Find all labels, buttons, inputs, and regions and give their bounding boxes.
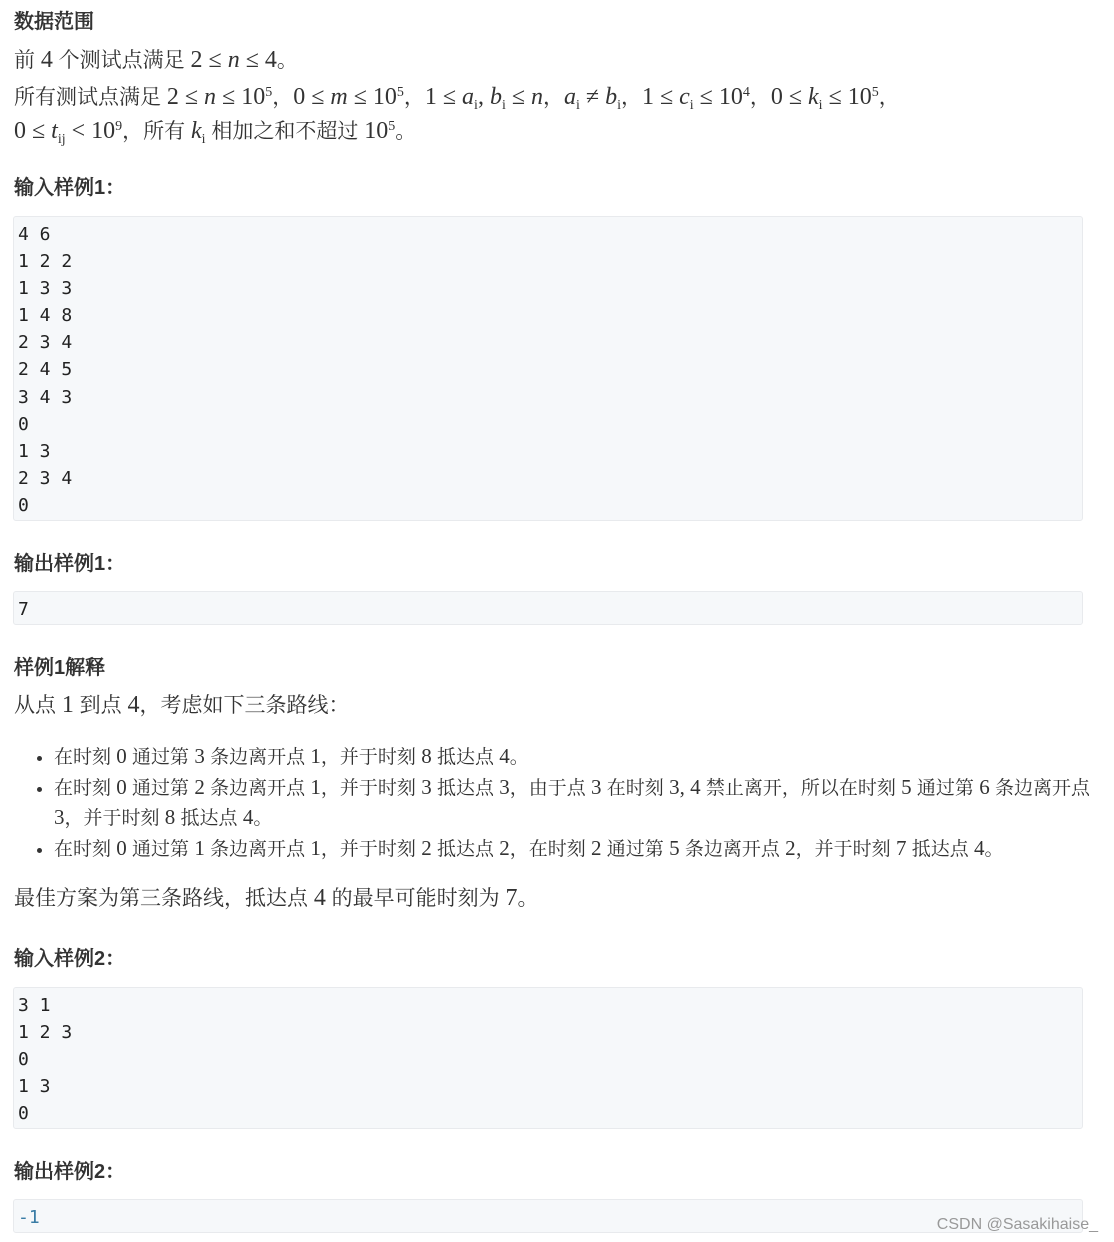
math-segment: b xyxy=(605,84,618,110)
text-segment: 通过第 xyxy=(126,747,195,768)
math-segment: ≤ 10 xyxy=(216,84,266,110)
text-segment: ，所有 xyxy=(122,120,192,143)
math-segment: 0 xyxy=(116,744,127,768)
code-line: 1 4 8 xyxy=(18,305,73,327)
text-segment: 抵达点 xyxy=(175,808,243,829)
math-segment: 2 xyxy=(591,835,602,860)
math-segment: m xyxy=(330,84,348,110)
math-segment: 5 xyxy=(901,774,912,799)
math-segment: 5 xyxy=(396,85,404,100)
text-segment: 通过第 xyxy=(126,838,195,860)
math-segment: i xyxy=(576,98,580,114)
math-segment: 1 xyxy=(61,692,74,718)
math-segment: i xyxy=(818,98,823,114)
math-segment: n xyxy=(227,47,240,73)
code-line: 2 3 4 xyxy=(18,467,73,489)
math-segment: 7 xyxy=(505,885,518,911)
math-segment: ≤ 10 xyxy=(347,84,397,110)
text-segment: ，在时刻 xyxy=(509,838,592,860)
math-segment: 1 ≤ xyxy=(424,84,463,110)
watermark: CSDN @Sasakihaise_ xyxy=(936,1216,1098,1233)
math-segment: a xyxy=(564,84,576,110)
math-segment: i xyxy=(201,132,206,148)
math-segment: 4 xyxy=(499,744,510,768)
math-segment: c xyxy=(679,84,690,110)
math-segment: 0 ≤ xyxy=(293,84,331,110)
text-segment: 条边离开点 xyxy=(204,838,311,860)
math-segment: 4 xyxy=(742,85,750,100)
text-segment: 条边离开点 xyxy=(989,777,1090,799)
text-segment: 从点 xyxy=(14,694,62,717)
text-segment: 前 xyxy=(14,49,41,72)
math-segment: ≤ 4 xyxy=(239,47,277,73)
math-segment: b xyxy=(489,84,502,110)
math-segment: 8 xyxy=(164,805,176,829)
math-segment: k xyxy=(808,84,819,110)
math-segment: ≤ 10 xyxy=(822,84,872,110)
heading-input-sample-1: 输入样例1： xyxy=(14,177,126,199)
math-segment: 0 xyxy=(116,835,127,860)
text-segment: 条边离开点 xyxy=(204,747,311,768)
math-segment: 1 xyxy=(310,835,321,860)
text-segment: 在时刻 xyxy=(54,777,117,799)
text-segment: 所有测试点满足 xyxy=(14,86,167,109)
code-line: 1 3 xyxy=(18,1076,51,1098)
math-segment: 1 xyxy=(310,744,321,768)
code-line: 0 xyxy=(18,413,29,435)
text-segment: ，并于时刻 xyxy=(320,838,422,860)
math-segment: 3 xyxy=(54,805,65,829)
code-line: 3 1 xyxy=(18,995,51,1016)
math-segment: 3, 4 xyxy=(669,774,701,799)
math-segment: i xyxy=(689,98,694,114)
math-segment: ≠ xyxy=(579,84,606,110)
heading-output-sample-1: 输出样例1： xyxy=(14,553,126,575)
math-segment: n xyxy=(531,84,543,110)
list-item xyxy=(54,742,1114,773)
math-segment: t xyxy=(51,118,58,144)
math-segment: 8 xyxy=(421,744,432,768)
math-segment: 3 xyxy=(194,744,205,768)
math-segment: 5 xyxy=(265,85,273,100)
explanation-list xyxy=(14,742,1114,864)
math-segment: 5 xyxy=(669,835,680,860)
math-segment: 2 xyxy=(499,835,510,860)
math-segment: i xyxy=(617,98,621,114)
code-line: 1 2 2 xyxy=(18,251,73,273)
math-segment: 2 xyxy=(421,835,432,860)
text-segment: 禁止离开，所以在时刻 xyxy=(700,777,902,799)
text-segment: 通过第 xyxy=(911,777,980,799)
heading-data-range: 数据范围 xyxy=(14,11,94,33)
text-segment: ，由于点 xyxy=(509,777,592,799)
math-segment: 2 ≤ xyxy=(166,84,205,110)
code-line: 2 4 5 xyxy=(18,359,73,381)
text-segment: ， xyxy=(749,86,771,109)
text-segment: ，并于时刻 xyxy=(320,747,422,768)
code-line: -1 xyxy=(18,1207,40,1228)
math-segment: 4 xyxy=(974,835,985,860)
text-segment: ， xyxy=(620,86,642,109)
text-segment: 在时刻 xyxy=(601,777,670,799)
list-item xyxy=(54,773,1114,834)
text-segment: 。 xyxy=(395,120,417,143)
explanation-conclusion xyxy=(14,881,539,916)
math-segment: 4 xyxy=(242,805,254,829)
text-segment: 通过第 xyxy=(126,777,195,799)
text-segment: ，并于时刻 xyxy=(795,838,896,860)
heading-explanation: 样例1解释 xyxy=(14,657,106,679)
range-line xyxy=(14,110,416,157)
output-sample-2-code xyxy=(13,1199,1083,1233)
code-line: 7 xyxy=(18,599,29,620)
text-segment: 抵达点 xyxy=(431,838,500,860)
math-segment: n xyxy=(204,84,217,110)
input-sample-2-code xyxy=(13,987,1083,1129)
code-line: 1 3 xyxy=(18,440,51,462)
input-sample-1-code xyxy=(13,216,1083,521)
text-segment: 在时刻 xyxy=(54,747,117,768)
text-segment: 抵达点 xyxy=(431,777,500,799)
heading-output-sample-2: 输出样例2： xyxy=(14,1161,126,1183)
math-segment: 7 xyxy=(895,835,907,860)
code-line: 1 2 3 xyxy=(18,1022,73,1044)
code-line: 0 xyxy=(18,1049,29,1071)
text-segment: 。 xyxy=(517,887,539,910)
text-segment: 相加之和不超过 xyxy=(205,120,365,143)
math-segment: ≤ xyxy=(505,84,531,110)
output-sample-1-code xyxy=(13,591,1083,625)
math-segment: 4 xyxy=(127,692,140,718)
code-line: 4 6 xyxy=(18,224,51,245)
math-segment: 3 xyxy=(499,774,510,799)
math-segment: 0 ≤ xyxy=(770,84,809,110)
text-segment: 抵达点 xyxy=(906,838,974,860)
math-segment: 2 xyxy=(785,835,796,860)
math-segment: 2 xyxy=(194,774,205,799)
code-line: 1 3 3 xyxy=(18,278,73,300)
text-segment: 。 xyxy=(984,838,1004,860)
math-segment: 0 xyxy=(116,774,127,799)
math-segment: 2 ≤ xyxy=(190,47,228,73)
code-line: 0 xyxy=(18,494,29,516)
math-segment: 4 xyxy=(313,885,326,911)
text-segment: 的最早可能时刻为 xyxy=(325,887,506,910)
code-line: 3 4 3 xyxy=(18,386,73,408)
text-segment: 在时刻 xyxy=(54,838,117,860)
math-segment: 9 xyxy=(115,119,123,134)
math-segment: 4 xyxy=(40,47,53,73)
text-segment: ， xyxy=(878,86,900,109)
math-segment: i xyxy=(501,98,506,114)
math-segment: ≤ 10 xyxy=(693,84,743,110)
text-segment: ，并于时刻 xyxy=(320,777,422,799)
text-segment: 条边离开点 xyxy=(204,777,311,799)
explanation-intro xyxy=(14,688,350,723)
math-segment: 5 xyxy=(388,119,396,134)
range-line xyxy=(14,43,298,78)
text-segment: ，并于时刻 xyxy=(64,808,165,829)
math-segment: , xyxy=(477,84,490,110)
math-segment: < 10 xyxy=(65,118,116,144)
list-item xyxy=(54,834,1114,865)
math-segment: 1 xyxy=(194,835,205,860)
text-segment: 最佳方案为第三条路线，抵达点 xyxy=(14,887,314,910)
math-segment: 5 xyxy=(871,85,879,100)
text-segment: 。 xyxy=(509,747,529,768)
text-segment: ，考虑如下三条路线： xyxy=(139,694,350,717)
text-segment: 。 xyxy=(276,49,298,72)
code-line: 0 xyxy=(18,1103,29,1125)
math-segment: 3 xyxy=(591,774,602,799)
text-segment: 抵达点 xyxy=(431,747,500,768)
text-segment: ， xyxy=(272,86,294,109)
math-segment: i xyxy=(474,98,478,114)
math-segment: 10 xyxy=(364,118,389,144)
text-segment: 。 xyxy=(253,808,273,829)
math-segment: k xyxy=(191,118,202,144)
math-segment: 0 ≤ xyxy=(14,118,52,144)
text-segment: 个测试点满足 xyxy=(52,49,191,72)
math-segment: ij xyxy=(57,132,66,148)
code-line: 2 3 4 xyxy=(18,332,73,354)
math-segment: a xyxy=(462,84,475,110)
text-segment: 通过第 xyxy=(601,838,670,860)
math-segment: 3 xyxy=(421,774,432,799)
text-segment: ， xyxy=(543,86,564,109)
text-segment: 到点 xyxy=(73,694,128,717)
text-segment: 条边离开点 xyxy=(679,838,786,860)
math-segment: 1 ≤ xyxy=(641,84,680,110)
heading-input-sample-2: 输入样例2： xyxy=(14,948,126,970)
math-segment: 6 xyxy=(979,774,990,799)
text-segment: ， xyxy=(403,86,425,109)
math-segment: 1 xyxy=(310,774,321,799)
